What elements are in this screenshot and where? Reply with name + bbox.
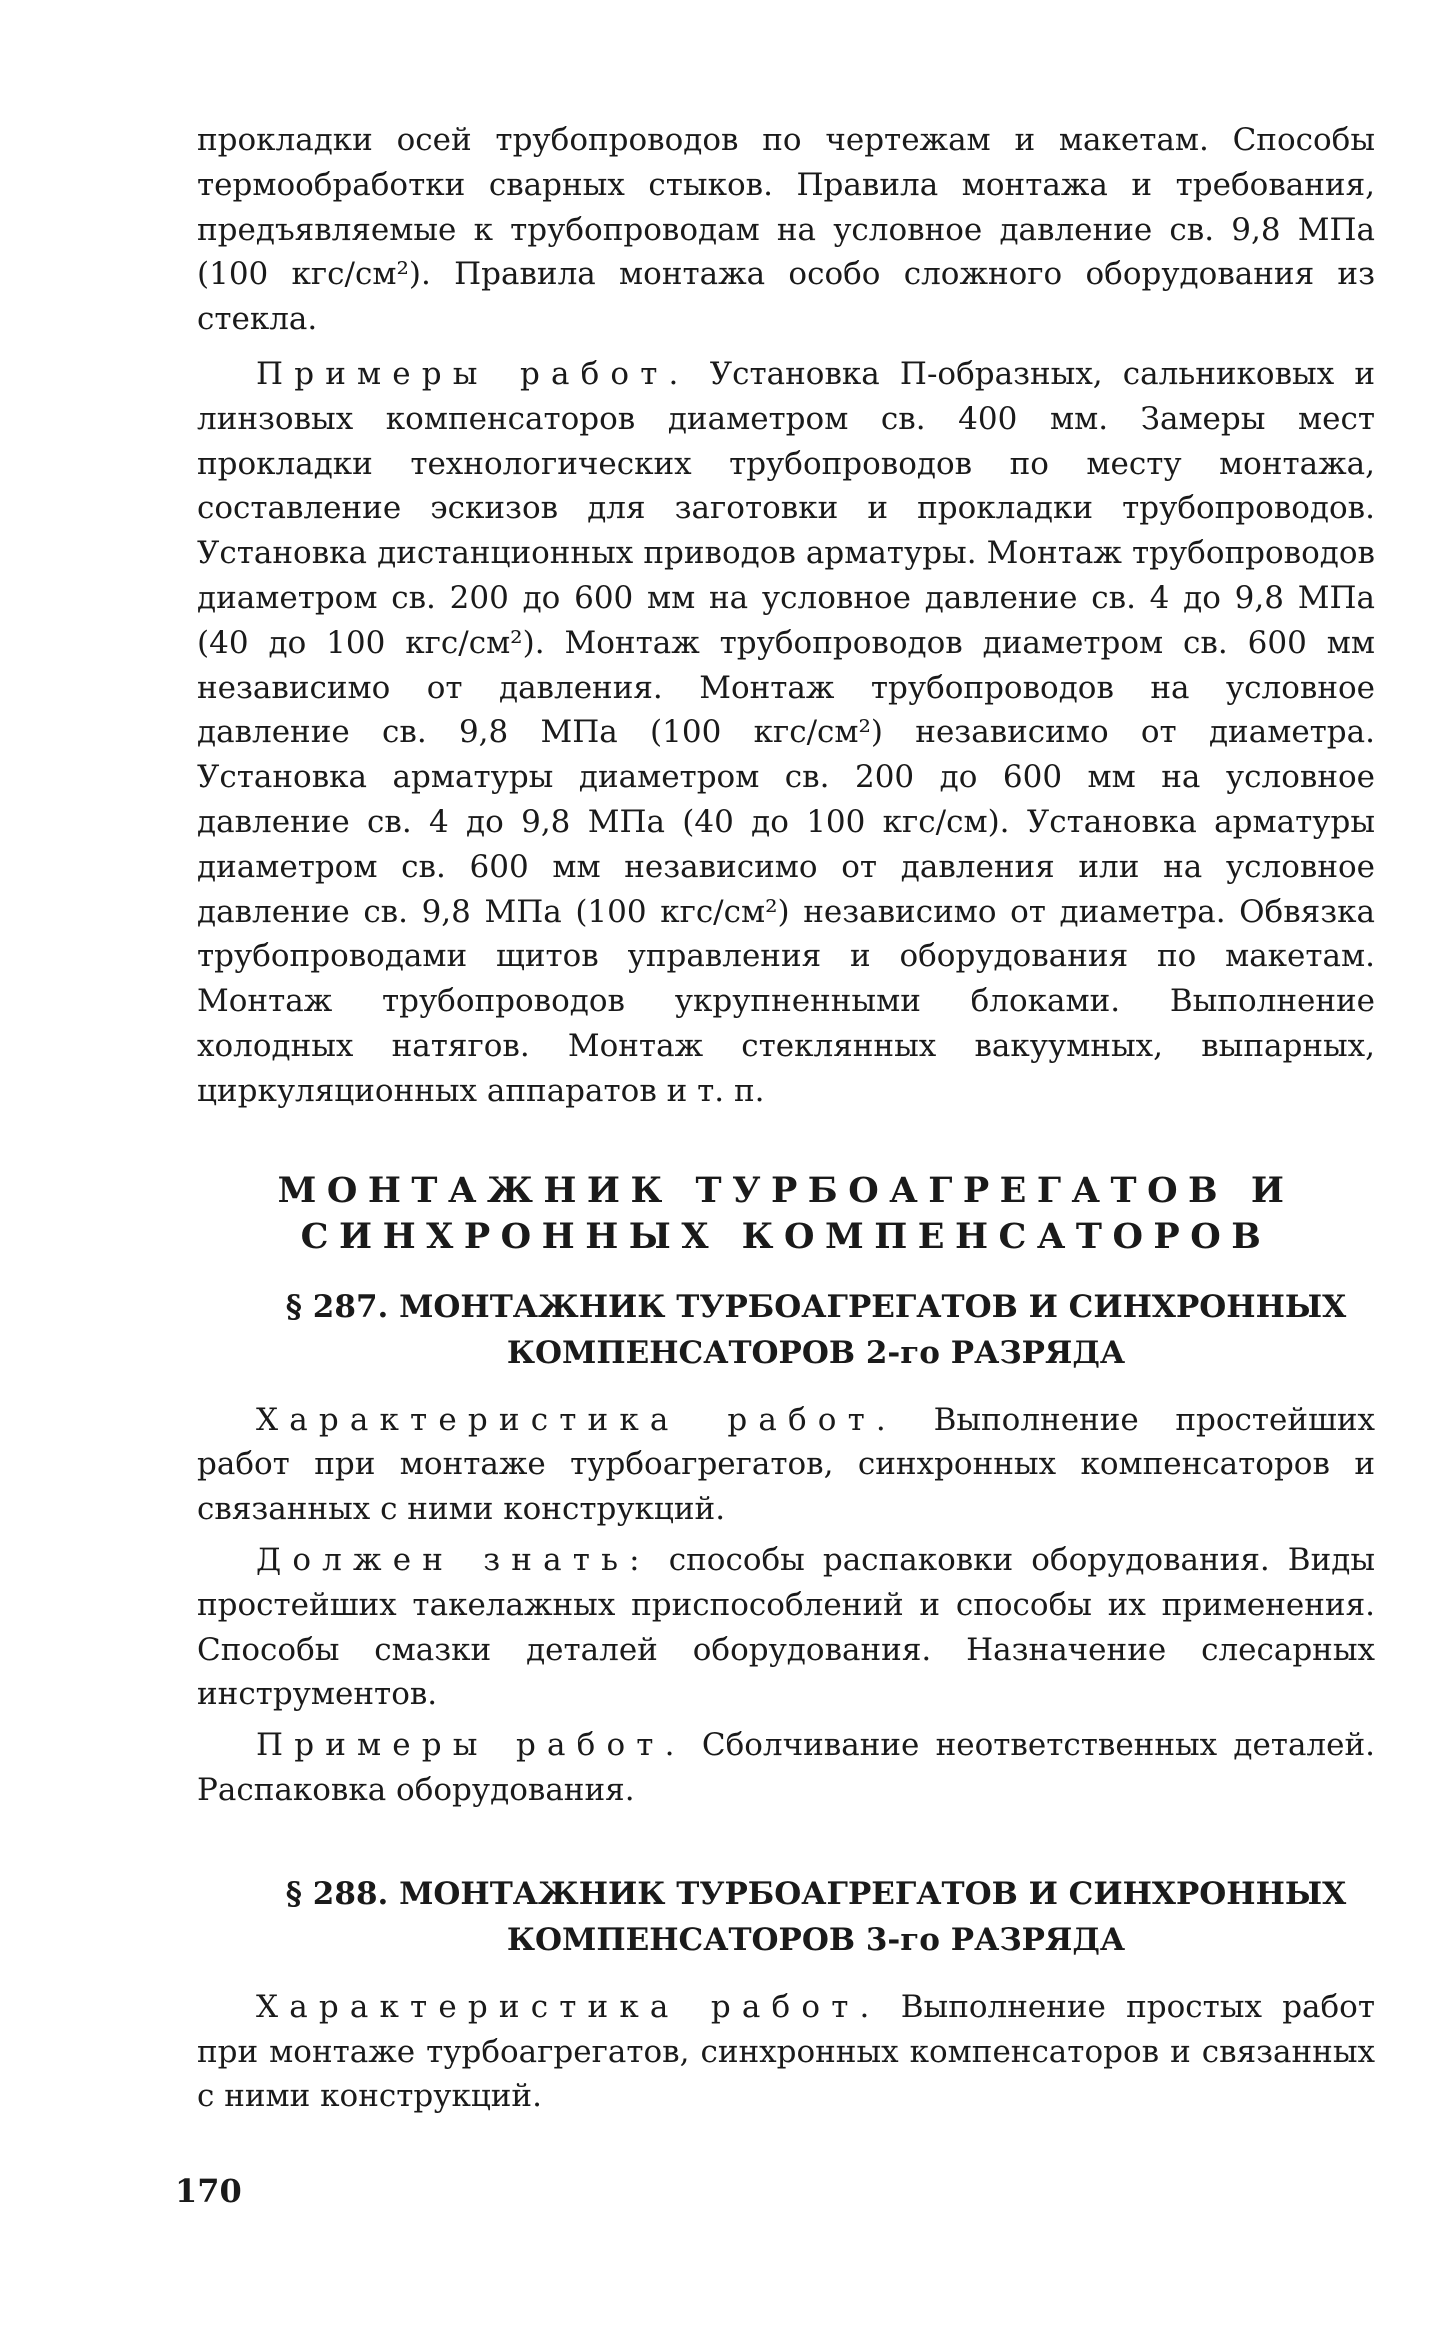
- characteristic-label: Характеристика работ.: [256, 1988, 881, 2025]
- page-number: 170: [175, 2172, 242, 2210]
- paragraph-287-title: [197, 1284, 1375, 1376]
- paragraph-287-must-know: [197, 1538, 1375, 1717]
- examples-label: Примеры работ.: [256, 1727, 686, 1764]
- characteristic-text: Выполнение простейших работ при монтаже турбоагрегатов, синхронных компенсаторов и связанных с ними конструкций.: [197, 1401, 1375, 1528]
- characteristic-label: Характеристика работ.: [256, 1401, 897, 1438]
- section-title-line-1: МОНТАЖНИК ТУРБОАГРЕГАТОВ И: [277, 1169, 1295, 1211]
- examples-label: Примеры работ.: [256, 355, 690, 392]
- characteristic-text: Выполнение простых работ при монтаже турбоагрегатов, синхронных компенсаторов и связанных с ними конструкций.: [197, 1988, 1375, 2115]
- section-title: [197, 1168, 1375, 1260]
- examples-paragraph-1: [197, 352, 1375, 1114]
- paragraph-288-title-line-2: КОМПЕНСАТОРОВ 3-го РАЗРЯДА: [506, 1921, 1126, 1958]
- section-title-line-2: СИНХРОННЫХ КОМПЕНСАТОРОВ: [300, 1215, 1272, 1257]
- paragraph-287-examples: [197, 1723, 1375, 1813]
- paragraph-287-title-line-2: КОМПЕНСАТОРОВ 2-го РАЗРЯДА: [506, 1334, 1126, 1371]
- paragraph-287-title-line-1: § 287. МОНТАЖНИК ТУРБОАГРЕГАТОВ И СИНХРОННЫХ: [285, 1288, 1347, 1325]
- must-know-label: Должен знать:: [256, 1541, 651, 1578]
- continuation-paragraph: прокладки осей трубопроводов по чертежам и макетам. Способы термообработки сварных стыков. Правила монтажа и требования, предъявляемые к трубопроводам на условное давление св. 9,8 МПа (100 кгс/см²). Правила монтажа особо сложного оборудования из стекла.: [197, 122, 1375, 338]
- page-body: [197, 118, 1375, 2119]
- examples-text: Установка П-образных, сальниковых и линзовых компенсаторов диаметром св. 400 мм. Замеры мест прокладки технологических трубопроводов по месту монтажа, составление эскизов для заготовки и прокладки трубопроводов. Установка дистанционных приводов арматуры. Монтаж трубопроводов диаметром св. 200 до 600 мм на условное давление св. 4 до 9,8 МПа (40 до 100 кгс/см²). Монтаж трубопроводов диаметром св. 600 мм независимо от давления. Монтаж трубопроводов на условное давление св. 9,8 МПа (100 кгс/см²) независимо от диаметра. Установка арматуры диаметром св. 200 до 600 мм на условное давление св. 4 до 9,8 МПа (40 до 100 кгс/см). Установка арматуры диаметром св. 600 мм независимо от давления или на условное давление св. 9,8 МПа (100 кгс/см²) независимо от диаметра. Обвязка трубопроводами щитов управления и оборудования по макетам. Монтаж трубопроводов укрупненными блоками. Выполнение холодных натягов. Монтаж стеклянных вакуумных, выпарных, циркуляционных аппаратов и т. п.: [197, 355, 1375, 1109]
- examples-text: Сболчивание неответственных деталей. Распаковка оборудования.: [197, 1727, 1375, 1808]
- must-know-text: способы распаковки оборудования. Виды простейших такелажных приспособлений и способы их применения. Способы смазки деталей оборудования. Назначение слесарных инструментов.: [197, 1541, 1375, 1713]
- paragraph-288-characteristic: [197, 1985, 1375, 2119]
- paragraph-288-title-line-1: § 288. МОНТАЖНИК ТУРБОАГРЕГАТОВ И СИНХРОННЫХ: [285, 1875, 1347, 1912]
- paragraph-287-characteristic: [197, 1398, 1375, 1532]
- paragraph-288-title: [197, 1871, 1375, 1963]
